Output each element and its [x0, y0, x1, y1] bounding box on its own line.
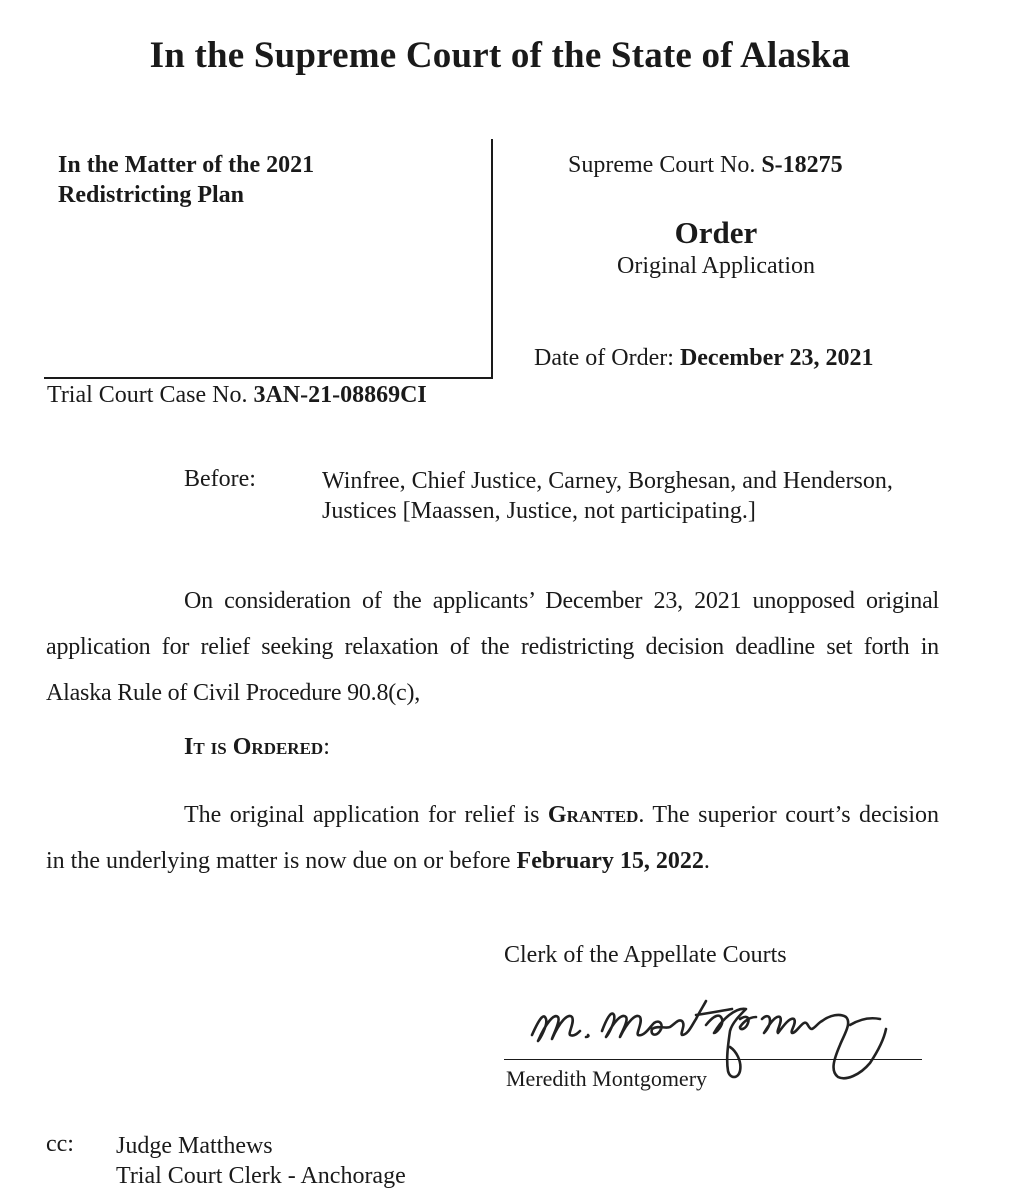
- clerk-title: Clerk of the Appellate Courts: [504, 942, 787, 968]
- matter-caption: [58, 150, 478, 210]
- date-of-order: [534, 345, 873, 372]
- order-subtitle: Original Application: [617, 253, 815, 279]
- trial-case-label: Trial Court Case No.: [47, 382, 248, 408]
- ruling-end: .: [703, 848, 710, 874]
- ordered-colon: :: [323, 734, 330, 760]
- trial-case-number: 3AN-21-08869CI: [253, 382, 427, 408]
- trial-court-case: [47, 382, 427, 409]
- cc-recipient: Trial Court Clerk - Anchorage: [116, 1163, 406, 1189]
- before-line-1: Winfree, Chief Justice, Carney, Borghesan, and Henderson,: [322, 468, 893, 494]
- ruling-paragraph: [46, 792, 939, 884]
- ruling-part-2: . The superior court’s decision in the underlying matter is now due on or before: [46, 802, 939, 874]
- it-is-ordered: [184, 734, 330, 761]
- due-date: February 15, 2022: [516, 848, 704, 874]
- before-label: Before:: [184, 466, 256, 492]
- granted-text: Granted: [547, 802, 639, 828]
- clerk-name: Meredith Montgomery: [506, 1066, 708, 1091]
- consideration-paragraph: On consideration of the applicants’ December 23, 2021 unopposed original application for relief seeking relaxation of the redistricting decision deadline set forth in Alaska Rule of Civil Procedure 90.8(c),: [46, 588, 939, 706]
- supreme-court-no-label: Supreme Court No.: [568, 152, 756, 178]
- matter-line-1: In the Matter of the 2021: [58, 152, 315, 178]
- cc-recipient: Judge Matthews: [116, 1133, 273, 1159]
- signature-line: [504, 1059, 922, 1060]
- cc-label: cc:: [46, 1131, 74, 1157]
- ruling-part-1: The original application for relief is: [184, 802, 540, 828]
- court-title: In the Supreme Court of the State of Alaska: [149, 35, 851, 76]
- caption-box-horizontal-rule: [44, 377, 493, 379]
- date-of-order-label: Date of Order:: [534, 345, 674, 371]
- before-line-2: Justices [Maassen, Justice, not participating.]: [322, 498, 756, 524]
- ordered-label: It is Ordered: [184, 734, 324, 760]
- cc-recipients: [116, 1131, 406, 1191]
- caption-box-vertical-rule: [491, 139, 493, 379]
- order-title: Order: [674, 215, 758, 250]
- before-justices: [322, 466, 962, 526]
- supreme-court-no-value: S-18275: [761, 152, 843, 178]
- supreme-court-number: [568, 152, 843, 179]
- matter-line-2: Redistricting Plan: [58, 182, 244, 208]
- date-of-order-value: December 23, 2021: [679, 345, 874, 371]
